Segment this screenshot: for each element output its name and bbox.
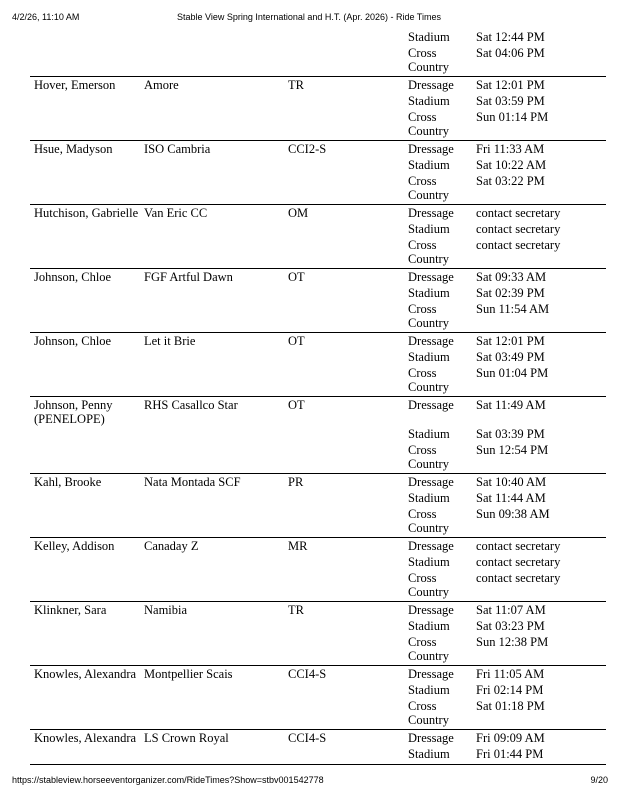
ride-time: Sat 12:01 PM	[476, 78, 545, 92]
phase-name: Dressage	[408, 78, 454, 92]
horse-name: FGF Artful Dawn	[144, 270, 233, 284]
phase-name: Cross Country	[408, 571, 449, 599]
phase-row	[30, 269, 606, 285]
ride-time: Fri 09:09 AM	[476, 731, 545, 745]
ride-time: Sat 04:06 PM	[476, 46, 545, 60]
page-title: Stable View Spring International and H.T. (Apr. 2026) - Ride Times	[177, 12, 441, 22]
ride-time: Sat 01:18 PM	[476, 699, 545, 713]
division: OM	[288, 206, 309, 220]
page-number: 9/20	[590, 775, 608, 785]
rider-name	[30, 173, 144, 202]
phase-name: Stadium	[408, 222, 450, 236]
rider-entry	[30, 730, 606, 765]
page-url: https://stableview.horseeventorganizer.com/RideTimes?Show=stbv001542778	[12, 775, 324, 785]
phase-row	[30, 682, 606, 698]
rider-name	[30, 490, 144, 506]
ride-time: Sat 03:22 PM	[476, 174, 545, 188]
division	[288, 554, 408, 570]
rider-entry	[30, 269, 606, 333]
division: TR	[288, 78, 304, 92]
phase-name: Dressage	[408, 334, 454, 348]
phase-row	[30, 474, 606, 490]
phase-row	[30, 93, 606, 109]
phase-name: Cross Country	[408, 302, 449, 330]
horse-name	[144, 634, 288, 663]
phase-row	[30, 602, 606, 618]
rider-name	[30, 45, 144, 74]
phase-row	[30, 29, 606, 45]
rider-name: Johnson, Penny (PENELOPE)	[34, 398, 113, 426]
horse-name	[144, 426, 288, 442]
division	[288, 570, 408, 599]
division	[288, 506, 408, 535]
ride-time: Sat 11:49 AM	[476, 398, 546, 412]
phase-row	[30, 237, 606, 266]
phase-name: Cross Country	[408, 46, 449, 74]
rider-name	[30, 554, 144, 570]
horse-name: Amore	[144, 78, 179, 92]
division	[288, 682, 408, 698]
rider-name	[30, 506, 144, 535]
rider-name	[30, 365, 144, 394]
ride-time: Fri 01:44 PM	[476, 747, 544, 761]
ride-time: Fri 11:05 AM	[476, 667, 545, 681]
phase-row	[30, 538, 606, 554]
division	[288, 698, 408, 727]
horse-name	[144, 285, 288, 301]
rider-name	[30, 442, 144, 471]
phase-name: Stadium	[408, 747, 450, 761]
horse-name: LS Crown Royal	[144, 731, 229, 745]
horse-name	[144, 618, 288, 634]
rider-entry	[30, 29, 606, 77]
horse-name	[144, 157, 288, 173]
rider-name: Kelley, Addison	[34, 539, 115, 553]
rider-name	[30, 426, 144, 442]
phase-row	[30, 173, 606, 202]
division: OT	[288, 398, 305, 412]
phase-name: Dressage	[408, 539, 454, 553]
rider-entry	[30, 666, 606, 730]
horse-name: Canaday Z	[144, 539, 199, 553]
ride-time: Sat 12:01 PM	[476, 334, 545, 348]
division	[288, 173, 408, 202]
rider-name	[30, 157, 144, 173]
ride-time: Fri 02:14 PM	[476, 683, 544, 697]
rider-name: Klinkner, Sara	[34, 603, 107, 617]
horse-name	[144, 490, 288, 506]
rider-name	[30, 221, 144, 237]
phase-name: Stadium	[408, 350, 450, 364]
ride-time: Sun 12:38 PM	[476, 635, 549, 649]
phase-name: Stadium	[408, 427, 450, 441]
rider-name	[30, 698, 144, 727]
rider-entry	[30, 538, 606, 602]
phase-name: Stadium	[408, 683, 450, 697]
horse-name	[144, 173, 288, 202]
division: CCI4-S	[288, 731, 327, 745]
rider-name	[30, 618, 144, 634]
horse-name: Montpellier Scais	[144, 667, 233, 681]
phase-row	[30, 618, 606, 634]
ride-time: contact secretary	[476, 222, 561, 236]
horse-name	[144, 682, 288, 698]
ride-time: contact secretary	[476, 571, 561, 585]
rider-name: Johnson, Chloe	[34, 270, 112, 284]
horse-name	[144, 746, 288, 762]
phase-row	[30, 426, 606, 442]
phase-name: Dressage	[408, 731, 454, 745]
phase-row	[30, 554, 606, 570]
phase-row	[30, 109, 606, 138]
phase-name: Stadium	[408, 94, 450, 108]
phase-row	[30, 349, 606, 365]
ride-time: Sat 03:49 PM	[476, 350, 545, 364]
phase-name: Dressage	[408, 603, 454, 617]
rider-name	[30, 349, 144, 365]
rider-name	[30, 29, 144, 45]
rider-name: Knowles, Alexandra	[34, 731, 137, 745]
rider-entry	[30, 141, 606, 205]
division	[288, 45, 408, 74]
horse-name: Van Eric CC	[144, 206, 208, 220]
phase-name: Stadium	[408, 619, 450, 633]
division: CCI4-S	[288, 667, 327, 681]
rider-name	[30, 237, 144, 266]
ride-time: Sun 09:38 AM	[476, 507, 550, 521]
phase-row	[30, 570, 606, 599]
phase-row	[30, 698, 606, 727]
division: MR	[288, 539, 308, 553]
horse-name	[144, 554, 288, 570]
ride-time: contact secretary	[476, 206, 561, 220]
horse-name	[144, 365, 288, 394]
ride-time: Sat 10:40 AM	[476, 475, 547, 489]
phase-name: Cross Country	[408, 443, 449, 471]
rider-name	[30, 634, 144, 663]
horse-name	[144, 349, 288, 365]
phase-row	[30, 506, 606, 535]
rider-entry	[30, 77, 606, 141]
division	[288, 301, 408, 330]
horse-name	[144, 109, 288, 138]
rider-name	[30, 109, 144, 138]
phase-row	[30, 730, 606, 746]
division	[288, 426, 408, 442]
rider-name: Knowles, Alexandra	[34, 667, 137, 681]
division	[288, 221, 408, 237]
division	[288, 109, 408, 138]
horse-name	[144, 45, 288, 74]
rider-name	[30, 570, 144, 599]
ride-time: Sun 11:54 AM	[476, 302, 550, 316]
division	[288, 93, 408, 109]
ride-time: Sat 11:44 AM	[476, 491, 546, 505]
division	[288, 442, 408, 471]
ride-time: Sat 02:39 PM	[476, 286, 545, 300]
ride-time: contact secretary	[476, 555, 561, 569]
ride-time: Sat 11:07 AM	[476, 603, 546, 617]
division	[288, 237, 408, 266]
phase-name: Dressage	[408, 475, 454, 489]
phase-name: Dressage	[408, 667, 454, 681]
ride-time: Sun 12:54 PM	[476, 443, 549, 457]
horse-name: RHS Casallco Star	[144, 398, 238, 412]
phase-row	[30, 141, 606, 157]
rider-name	[30, 682, 144, 698]
ride-time: Sat 03:39 PM	[476, 427, 545, 441]
phase-row	[30, 333, 606, 349]
phase-name: Stadium	[408, 555, 450, 569]
horse-name	[144, 506, 288, 535]
division	[288, 157, 408, 173]
phase-name: Dressage	[408, 398, 454, 412]
division: OT	[288, 270, 305, 284]
phase-name: Stadium	[408, 158, 450, 172]
phase-row	[30, 666, 606, 682]
division: TR	[288, 603, 304, 617]
phase-row	[30, 634, 606, 663]
rider-name: Hover, Emerson	[34, 78, 116, 92]
print-datetime: 4/2/26, 11:10 AM	[12, 12, 80, 22]
division	[288, 634, 408, 663]
division	[288, 618, 408, 634]
ride-time: contact secretary	[476, 539, 561, 553]
page-footer	[0, 775, 618, 789]
horse-name	[144, 93, 288, 109]
rider-entry	[30, 602, 606, 666]
ride-time: contact secretary	[476, 238, 561, 252]
phase-row	[30, 490, 606, 506]
phase-name: Dressage	[408, 142, 454, 156]
phase-name: Cross Country	[408, 174, 449, 202]
rider-name: Kahl, Brooke	[34, 475, 102, 489]
horse-name	[144, 29, 288, 45]
phase-row	[30, 442, 606, 471]
ride-time: Sat 03:59 PM	[476, 94, 545, 108]
rider-entry	[30, 333, 606, 397]
phase-name: Cross Country	[408, 366, 449, 394]
horse-name: Let it Brie	[144, 334, 196, 348]
horse-name	[144, 570, 288, 599]
phase-name: Stadium	[408, 286, 450, 300]
horse-name	[144, 237, 288, 266]
rider-entry	[30, 205, 606, 269]
division: OT	[288, 334, 305, 348]
division	[288, 365, 408, 394]
ride-times-table	[30, 29, 606, 765]
phase-row	[30, 746, 606, 762]
rider-name	[30, 285, 144, 301]
division	[288, 349, 408, 365]
rider-name	[30, 301, 144, 330]
phase-row	[30, 221, 606, 237]
page-header	[0, 12, 618, 26]
phase-name: Cross Country	[408, 699, 449, 727]
phase-row	[30, 365, 606, 394]
ride-time: Fri 11:33 AM	[476, 142, 545, 156]
phase-row	[30, 397, 606, 426]
phase-name: Stadium	[408, 491, 450, 505]
horse-name: Namibia	[144, 603, 188, 617]
phase-name: Dressage	[408, 270, 454, 284]
rider-entry	[30, 397, 606, 474]
phase-name: Stadium	[408, 30, 450, 44]
division: CCI2-S	[288, 142, 327, 156]
phase-row	[30, 157, 606, 173]
phase-row	[30, 285, 606, 301]
division	[288, 285, 408, 301]
rider-name: Hsue, Madyson	[34, 142, 113, 156]
phase-row	[30, 45, 606, 74]
division	[288, 29, 408, 45]
rider-name: Hutchison, Gabrielle	[34, 206, 139, 220]
ride-time: Sat 10:22 AM	[476, 158, 547, 172]
horse-name: Nata Montada SCF	[144, 475, 241, 489]
horse-name: ISO Cambria	[144, 142, 211, 156]
phase-name: Cross Country	[408, 507, 449, 535]
rider-name	[30, 746, 144, 762]
horse-name	[144, 301, 288, 330]
ride-time: Sat 09:33 AM	[476, 270, 547, 284]
division	[288, 746, 408, 762]
phase-row	[30, 301, 606, 330]
rider-entry	[30, 474, 606, 538]
horse-name	[144, 698, 288, 727]
division: PR	[288, 475, 304, 489]
horse-name	[144, 221, 288, 237]
phase-name: Cross Country	[408, 635, 449, 663]
division	[288, 490, 408, 506]
phase-name: Cross Country	[408, 238, 449, 266]
phase-name: Cross Country	[408, 110, 449, 138]
phase-name: Dressage	[408, 206, 454, 220]
phase-row	[30, 205, 606, 221]
phase-row	[30, 77, 606, 93]
rider-name: Johnson, Chloe	[34, 334, 112, 348]
horse-name	[144, 442, 288, 471]
ride-time: Sun 01:14 PM	[476, 110, 549, 124]
ride-time: Sat 03:23 PM	[476, 619, 545, 633]
rider-name	[30, 93, 144, 109]
ride-time: Sun 01:04 PM	[476, 366, 549, 380]
ride-time: Sat 12:44 PM	[476, 30, 545, 44]
